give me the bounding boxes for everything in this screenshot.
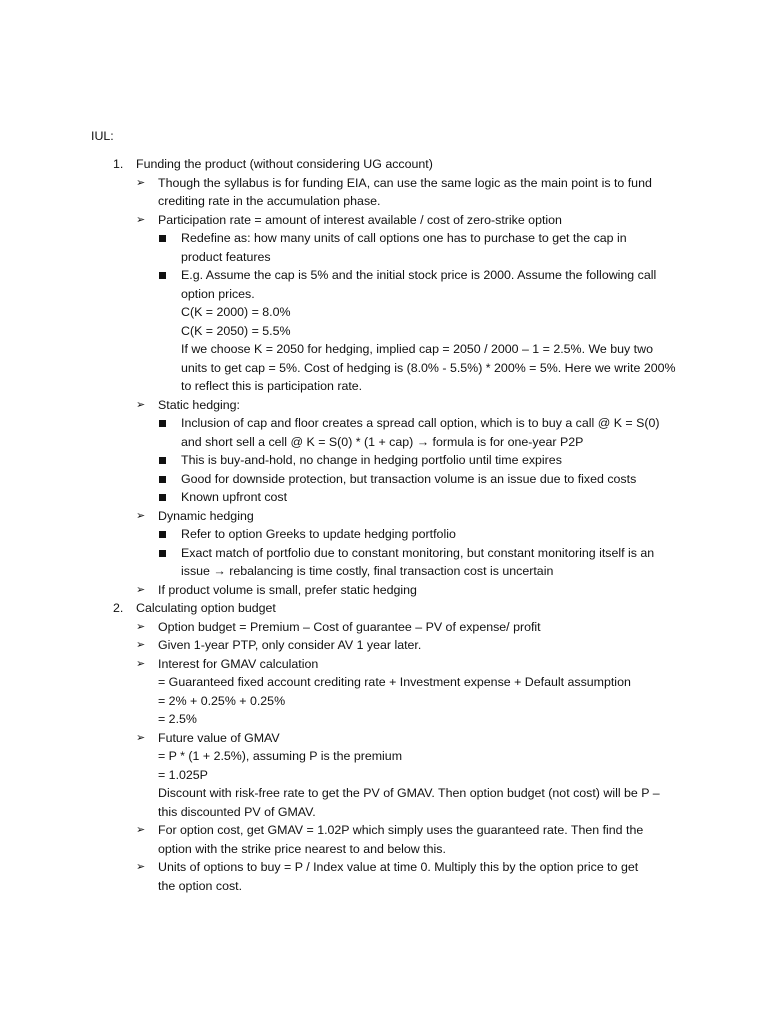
arrow-bullet-icon: ➢ <box>136 639 146 651</box>
bullet-item <box>91 174 691 211</box>
sub-bullet-text-line: Inclusion of cap and floor creates a spread call option, which is to buy a call @ K = S(0) <box>181 416 660 430</box>
sub-bullet-text-line: C(K = 2000) = 8.0% <box>181 305 291 319</box>
square-bullet-shape <box>159 235 166 242</box>
bullet-text-line: = P * (1 + 2.5%), assuming P is the premium <box>158 749 403 763</box>
square-bullet-icon <box>159 451 166 470</box>
section-heading <box>91 155 691 174</box>
sub-bullet-item <box>91 470 691 489</box>
sub-bullet-text-line: to reflect this is participation rate. <box>181 379 363 393</box>
arrow-bullet-icon: ➢ <box>136 861 146 873</box>
bullet-item <box>91 636 691 655</box>
sub-bullet-item <box>91 266 691 396</box>
bullet-text-line: = Guaranteed fixed account crediting rate + Investment expense + Default assumption <box>158 675 631 689</box>
arrow-bullet-icon: ➢ <box>136 398 146 411</box>
arrow-bullet-icon: ➢ <box>136 620 146 633</box>
bullet-text-line: Dynamic hedging <box>158 508 254 523</box>
sub-bullet-text-line: Good for downside protection, but transaction volume is an issue due to fixed costs <box>181 471 637 486</box>
sub-bullet-item <box>91 451 691 470</box>
square-bullet-shape <box>159 420 166 427</box>
bullet-text-line: For option cost, get GMAV = 1.02P which simply uses the guaranteed rate. Then find the <box>158 823 644 837</box>
sub-bullet-text-line: units to get cap = 5%. Cost of hedging is (8.0% - 5.5%) * 200% = 5%. Here we write 200% <box>181 360 676 375</box>
sub-bullet-item <box>91 414 691 451</box>
sub-bullet-item <box>91 544 691 581</box>
sub-bullet-text-line: C(K = 2050) = 5.5% <box>181 323 291 338</box>
sub-bullet-item <box>91 229 691 266</box>
bullet-text-line: If product volume is small, prefer static hedging <box>158 582 417 597</box>
sub-bullet-text-line: Refer to option Greeks to update hedging portfolio <box>181 527 456 541</box>
square-bullet-shape <box>159 457 166 464</box>
bullet-text-line: Units of options to buy = P / Index value at time 0. Multiply this by the option price to get <box>158 860 639 874</box>
sub-bullet-text-line: This is buy-and-hold, no change in hedging portfolio until time expires <box>181 453 562 467</box>
bullet-text-line: Future value of GMAV <box>158 730 280 745</box>
bullet-text-line: = 1.025P <box>158 767 208 782</box>
document-title: IUL: <box>91 129 114 143</box>
bullet-text-line: Given 1-year PTP, only consider AV 1 year later. <box>158 638 422 652</box>
square-bullet-icon <box>159 488 166 507</box>
sub-bullet-item <box>91 488 691 507</box>
bullet-text-line: Participation rate = amount of interest available / cost of zero-strike option <box>158 212 562 227</box>
bullet-text-line: option with the strike price nearest to and below this. <box>158 841 446 856</box>
section-heading-text: Funding the product (without considering UG account) <box>136 157 433 171</box>
section-heading-text: Calculating option budget <box>136 601 276 615</box>
arrow-bullet-icon: ➢ <box>136 176 146 189</box>
bullet-item <box>91 396 691 415</box>
arrow-bullet-icon: ➢ <box>136 509 146 522</box>
bullet-item <box>91 507 691 526</box>
section-number: 2. <box>113 601 124 615</box>
square-bullet-shape <box>159 476 166 483</box>
bullet-text-line: Static hedging: <box>158 397 240 412</box>
bullet-item <box>91 729 691 822</box>
square-bullet-icon <box>159 544 166 563</box>
square-bullet-icon <box>159 266 166 285</box>
sub-bullet-text-line: product features <box>181 249 271 264</box>
bullet-item <box>91 858 691 895</box>
square-bullet-shape <box>159 550 166 557</box>
bullet-item <box>91 618 691 637</box>
square-bullet-icon <box>159 470 166 489</box>
bullet-text-line: Option budget = Premium – Cost of guarantee – PV of expense/ profit <box>158 619 541 634</box>
bullet-text-line: Though the syllabus is for funding EIA, can use the same logic as the main point is to fund <box>158 175 652 190</box>
bullet-item <box>91 211 691 230</box>
sub-bullet-text-line: and short sell a cell @ K = S(0) * (1 + cap) → formula is for one-year P2P <box>181 434 584 449</box>
bullet-item <box>91 581 691 600</box>
outline-content <box>91 155 691 895</box>
arrow-bullet-icon: ➢ <box>136 657 146 670</box>
sub-bullet-item <box>91 525 691 544</box>
bullet-item <box>91 821 691 858</box>
arrow-bullet-icon: ➢ <box>136 583 146 596</box>
sub-bullet-text-line: Known upfront cost <box>181 490 288 504</box>
section-heading <box>91 599 691 618</box>
bullet-text-line: Discount with risk-free rate to get the PV of GMAV. Then option budget (not cost) will be P – <box>158 786 660 800</box>
bullet-text-line: Interest for GMAV calculation <box>158 656 319 671</box>
arrow-bullet-icon: ➢ <box>136 213 146 226</box>
sub-bullet-text-line: E.g. Assume the cap is 5% and the initial stock price is 2000. Assume the following call <box>181 268 657 282</box>
sub-bullet-text-line: If we choose K = 2050 for hedging, implied cap = 2050 / 2000 – 1 = 2.5%. We buy two <box>181 342 653 356</box>
section-number: 1. <box>113 157 124 171</box>
arrow-bullet-icon: ➢ <box>136 731 146 744</box>
bullet-text-line: = 2% + 0.25% + 0.25% <box>158 693 286 708</box>
square-bullet-shape <box>159 531 166 538</box>
sub-bullet-text-line: issue → rebalancing is time costly, final transaction cost is uncertain <box>181 564 554 578</box>
bullet-text-line: the option cost. <box>158 878 243 893</box>
sub-bullet-text-line: option prices. <box>181 286 255 301</box>
sub-bullet-text-line: Redefine as: how many units of call options one has to purchase to get the cap in <box>181 231 627 245</box>
bullet-text-line: = 2.5% <box>158 712 197 726</box>
bullet-text-line: crediting rate in the accumulation phase. <box>158 194 381 208</box>
square-bullet-icon <box>159 229 166 248</box>
arrow-bullet-icon: ➢ <box>136 824 146 836</box>
bullet-item <box>91 655 691 729</box>
bullet-text-line: this discounted PV of GMAV. <box>158 804 316 819</box>
sub-bullet-text-line: Exact match of portfolio due to constant monitoring, but constant monitoring itself is an <box>181 545 655 560</box>
square-bullet-icon <box>159 414 166 433</box>
square-bullet-shape <box>159 494 166 501</box>
square-bullet-shape <box>159 272 166 279</box>
square-bullet-icon <box>159 525 166 544</box>
